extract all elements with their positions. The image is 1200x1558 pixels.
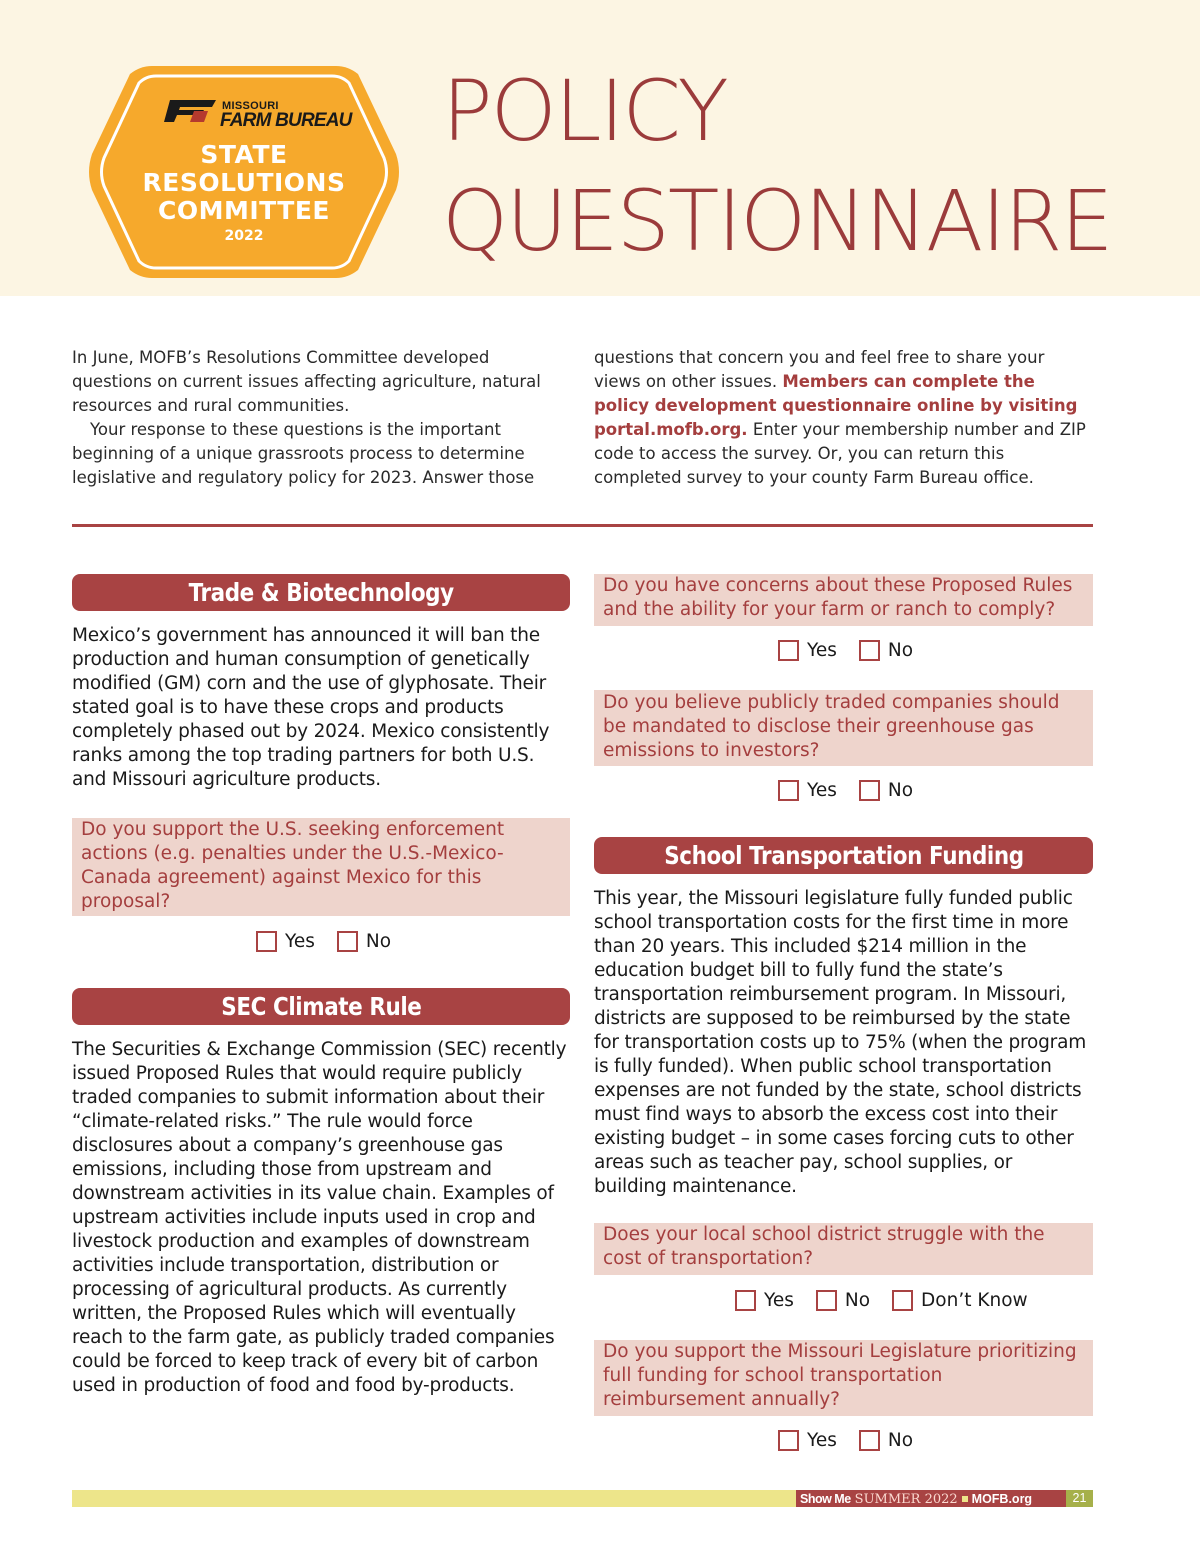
option-label: Don’t Know <box>921 1290 1028 1311</box>
section-heading-text: SEC Climate Rule <box>220 992 422 1021</box>
trade-question: Do you support the U.S. seeking enforcement actions (e.g. penalties under the U.S.-Mexico-Canada agreement) against Mexico for this proposal? <box>72 818 570 916</box>
checkbox-yes[interactable] <box>778 780 799 801</box>
option-label: No <box>365 931 392 952</box>
option-no[interactable] <box>859 640 913 661</box>
option-no[interactable] <box>859 780 913 801</box>
intro-paragraph-1: In June, MOFB’s Resolutions Committee developed questions on current issues affecting agriculture, natural resources and rural communities. <box>72 348 541 415</box>
checkbox-no[interactable] <box>859 780 880 801</box>
footer-square-icon <box>962 1496 968 1502</box>
intro-paragraph-3 <box>594 346 1094 490</box>
badge-line-3: COMMITTEE <box>158 196 330 225</box>
sec-answers-1 <box>778 640 935 661</box>
footer-publication <box>796 1490 1066 1507</box>
badge-year: 2022 <box>224 228 264 244</box>
option-no[interactable] <box>337 931 391 952</box>
option-label: No <box>844 1290 871 1311</box>
footer-season: SUMMER 2022 <box>854 1492 958 1507</box>
section-heading-text: Trade & Biotechnology <box>188 578 454 607</box>
option-no[interactable] <box>816 1290 870 1311</box>
checkbox-dont-know[interactable] <box>892 1290 913 1311</box>
school-question-1: Does your local school district struggle with the cost of transportation? <box>594 1223 1093 1275</box>
sec-question-2: Do you believe publicly traded companies should be mandated to disclose their greenhouse gas emissions to investors? <box>594 690 1093 766</box>
farm-bureau-logo <box>164 100 352 131</box>
farm-bureau-mark-icon <box>164 100 216 122</box>
sec-question-1: Do you have concerns about these Proposed Rules and the ability for your farm or ranch to comply? <box>594 574 1093 626</box>
option-label: Yes <box>807 780 837 801</box>
section-heading-trade <box>72 574 570 611</box>
page-title-line-2: QUESTIONNAIRE <box>442 172 1112 270</box>
option-label: Yes <box>764 1290 794 1311</box>
checkbox-yes[interactable] <box>735 1290 756 1311</box>
school-answers-2 <box>778 1430 935 1451</box>
footer-magazine: Show Me <box>800 1492 851 1506</box>
header-banner <box>0 0 1200 296</box>
checkbox-yes[interactable] <box>778 640 799 661</box>
intro-right-column <box>594 346 1094 490</box>
option-label: No <box>887 780 914 801</box>
school-question-2: Do you support the Missouri Legislature prioritizing full funding for school transportation reimbursement annually? <box>594 1340 1093 1416</box>
option-yes[interactable] <box>778 780 837 801</box>
page-number: 21 <box>1066 1490 1093 1507</box>
option-yes[interactable] <box>256 931 315 952</box>
option-dont-know[interactable] <box>892 1290 1028 1311</box>
intro-text: questions that concern you and feel free to share your views on other issues. <box>594 348 1045 391</box>
option-yes[interactable] <box>735 1290 794 1311</box>
intro-paragraph-2: Your response to these questions is the important beginning of a unique grassroots process to determine legislative and regulatory policy for 2023. Answer those <box>72 420 535 487</box>
school-body: This year, the Missouri legislature fully funded public school transportation costs for the first time in more than 20 years. This included $214 million in the education budget bill to fully fund the state’s transportation reimbursement program. In Missouri, districts are supposed to be reimbursed by the state for transportation costs up to 75% (when the program is fully funded). When public school transportation expenses are not funded by the state, school districts must find ways to absorb the excess cost into their existing budget – in some cases forcing cuts to other areas such as teacher pay, school supplies, or building maintenance. <box>594 888 1087 1197</box>
online-survey-link[interactable]: Members can complete the policy development questionnaire online by visiting portal.mofb.org. <box>594 372 1078 439</box>
sec-answers-2 <box>778 780 935 801</box>
checkbox-yes[interactable] <box>778 1430 799 1451</box>
checkbox-no[interactable] <box>859 1430 880 1451</box>
checkbox-no[interactable] <box>859 640 880 661</box>
trade-answers <box>256 931 413 952</box>
section-heading-sec <box>72 988 570 1025</box>
intro-left-column <box>72 346 572 490</box>
option-label: No <box>887 1430 914 1451</box>
badge-line-1: STATE <box>200 140 288 169</box>
intro-text-end: Enter your membership number and ZIP code to access the survey. Or, you can return this completed survey to your county Farm Bureau office. <box>594 420 1086 487</box>
school-answers-1 <box>735 1290 1050 1311</box>
option-label: No <box>887 640 914 661</box>
option-yes[interactable] <box>778 640 837 661</box>
resolutions-committee-badge <box>82 64 406 280</box>
checkbox-no[interactable] <box>816 1290 837 1311</box>
option-label: Yes <box>807 1430 837 1451</box>
logo-name: FARM BUREAU <box>220 110 352 131</box>
logo-state: MISSOURI <box>222 100 279 112</box>
checkbox-no[interactable] <box>337 931 358 952</box>
checkbox-yes[interactable] <box>256 931 277 952</box>
badge-line-2: RESOLUTIONS <box>142 168 346 197</box>
sec-body: The Securities & Exchange Commission (SEC) recently issued Proposed Rules that would require publicly traded companies to submit information about their “climate-related risks.” The rule would force disclosures about a company’s greenhouse gas emissions, including those from upstream and downstream activities in its value chain. Examples of upstream activities include inputs used in crop and livestock production and examples of downstream activities include transportation, distribution or processing of agricultural products. As currently written, the Proposed Rules which will eventually reach to the farm gate, as publicly traded companies could be forced to keep track of every bit of carbon used in production of food and food by-products. <box>72 1039 567 1396</box>
option-no[interactable] <box>859 1430 913 1451</box>
footer-site: MOFB.org <box>971 1492 1033 1506</box>
option-label: Yes <box>285 931 315 952</box>
section-heading-school <box>594 837 1093 874</box>
option-yes[interactable] <box>778 1430 837 1451</box>
section-heading-text: School Transportation Funding <box>663 841 1024 870</box>
trade-body: Mexico’s government has announced it will ban the production and human consumption of genetically modified (GM) corn and the use of glyphosate. Their stated goal is to have these crops and products completely phased out by 2024. Mexico consistently ranks among the top trading partners for both U.S. and Missouri agriculture products. <box>72 625 550 790</box>
page-title-line-1: POLICY <box>442 62 727 160</box>
divider-rule <box>72 524 1093 527</box>
option-label: Yes <box>807 640 837 661</box>
